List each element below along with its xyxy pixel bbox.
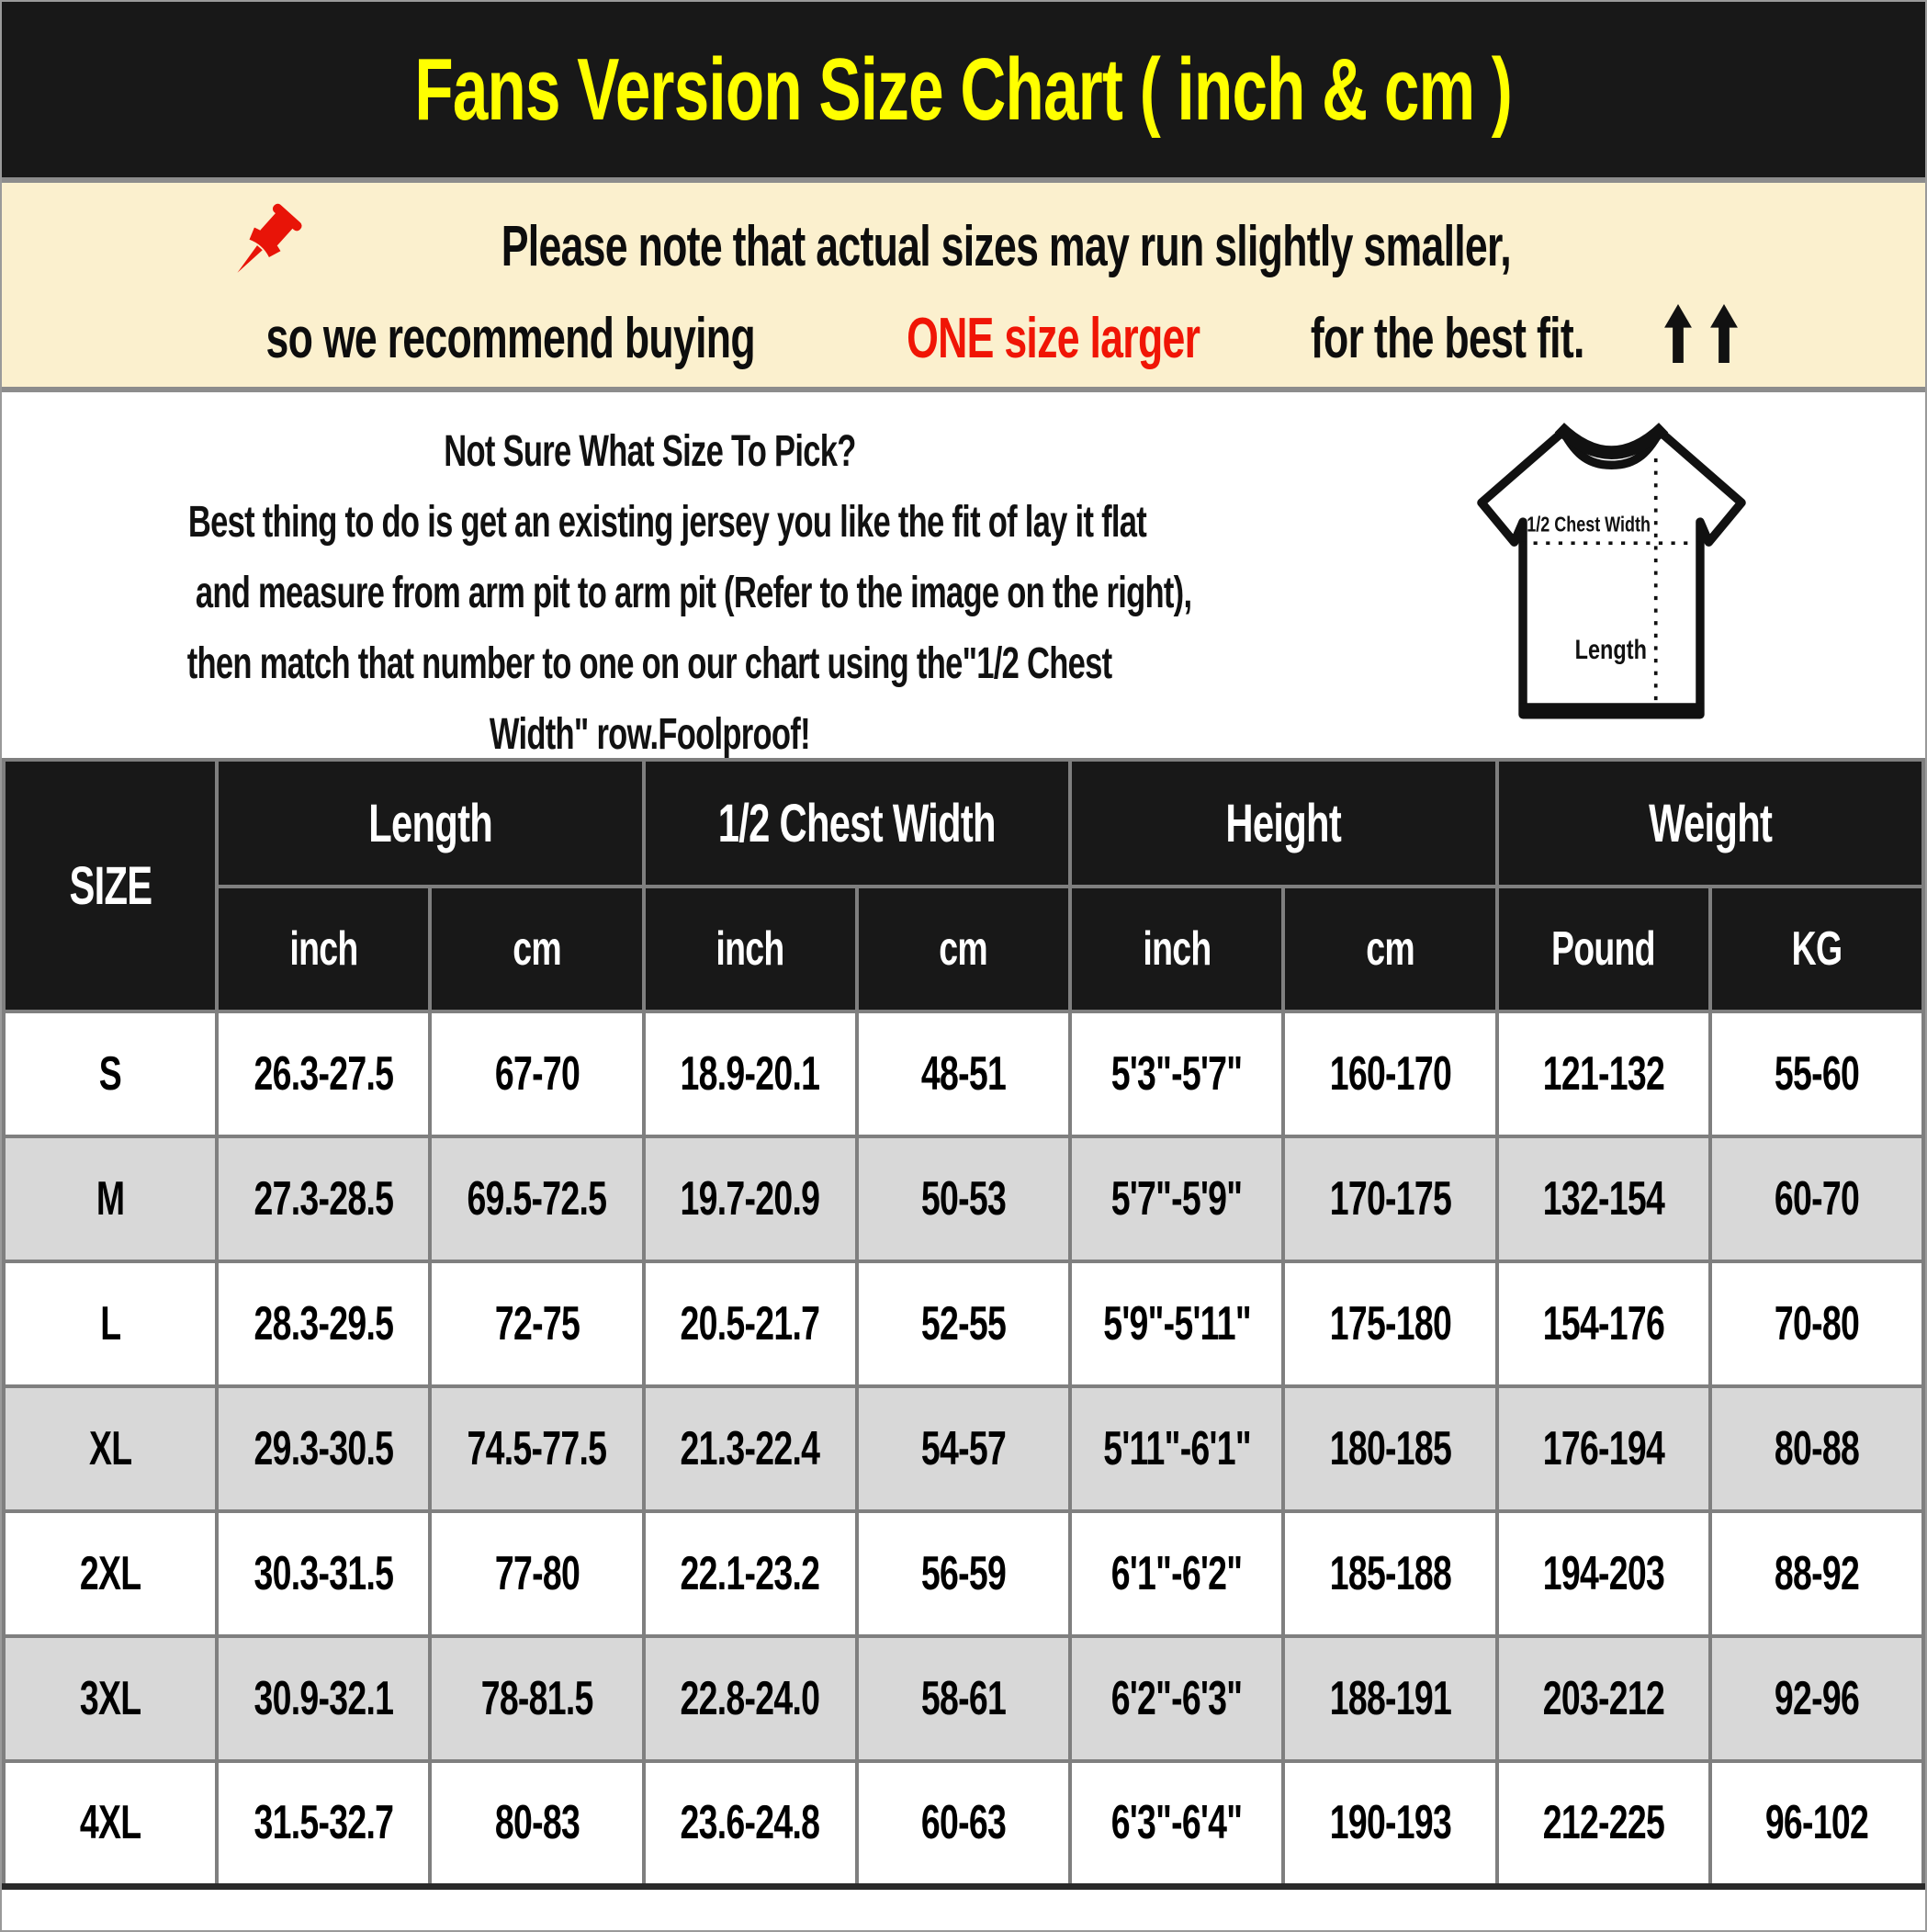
guide-line-label: Best thing to do is get an existing jersey you like the fit of lay it flat (187, 498, 1147, 547)
col-chest-cm (857, 887, 1070, 1011)
header-label: Height (1225, 793, 1342, 853)
header-label: inch (289, 922, 358, 976)
value-cell (857, 1386, 1070, 1511)
value-cell (644, 1511, 857, 1636)
header-label: cm (939, 922, 988, 976)
cell-label: M (96, 1172, 125, 1226)
value-cell (1070, 1386, 1283, 1511)
size-table (2, 758, 1925, 1890)
cell-label: 22.1-23.2 (680, 1547, 820, 1600)
value-cell (430, 1761, 643, 1886)
header-label: 1/2 Chest Width (717, 793, 996, 853)
guide-line (2, 558, 1297, 628)
value-cell (217, 1011, 430, 1136)
guide-heading-label: Not Sure What Size To Pick? (443, 427, 856, 476)
cell-label: 30.9-32.1 (254, 1672, 394, 1725)
value-cell (1283, 1011, 1496, 1136)
cell-label: 27.3-28.5 (254, 1172, 394, 1226)
value-cell (1070, 1011, 1283, 1136)
cell-label: 21.3-22.4 (680, 1422, 820, 1475)
value-cell (1497, 1636, 1710, 1761)
cell-label: 54-57 (920, 1422, 1007, 1475)
cell-label: 69.5-72.5 (467, 1172, 607, 1226)
cell-label: 30.3-31.5 (254, 1547, 394, 1600)
length-label: Length (1574, 634, 1647, 665)
header-label: Length (368, 793, 492, 853)
cell-label: 2XL (79, 1547, 141, 1600)
value-cell (644, 1261, 857, 1386)
cell-label: 22.8-24.0 (680, 1672, 820, 1725)
cell-label: 72-75 (494, 1297, 580, 1350)
value-cell (857, 1011, 1070, 1136)
title-banner (2, 2, 1925, 177)
cell-label: 56-59 (920, 1547, 1007, 1600)
value-cell (1283, 1761, 1496, 1886)
value-cell (1070, 1761, 1283, 1886)
header-label: cm (1366, 922, 1414, 976)
table-row (4, 1636, 1923, 1761)
cell-label: 28.3-29.5 (254, 1297, 394, 1350)
size-cell (4, 1386, 217, 1511)
value-cell (857, 1511, 1070, 1636)
cell-label: 70-80 (1774, 1297, 1859, 1350)
cell-label: 60-63 (920, 1796, 1007, 1850)
note-text-1: Please note that actual sizes may run slightly smaller, (501, 215, 1511, 278)
cell-label: 55-60 (1774, 1047, 1859, 1101)
table-row (4, 1511, 1923, 1636)
guide-text (2, 392, 1297, 758)
value-cell (430, 1386, 643, 1511)
cell-label: 160-170 (1329, 1047, 1451, 1101)
cell-label: 203-212 (1542, 1672, 1664, 1725)
cell-label: 154-176 (1542, 1297, 1664, 1350)
header-label: Weight (1648, 793, 1772, 853)
cell-label: 5'3"-5'7" (1110, 1047, 1243, 1101)
cell-label: 190-193 (1329, 1796, 1451, 1850)
table-subheader-row (4, 887, 1923, 1011)
cell-label: 52-55 (920, 1297, 1007, 1350)
value-cell (1710, 1636, 1923, 1761)
value-cell (1283, 1386, 1496, 1511)
guide-line-label: and measure from arm pit to arm pit (Refer to the image on the right), (195, 569, 1192, 617)
value-cell (1710, 1511, 1923, 1636)
value-cell (857, 1136, 1070, 1261)
header-label: KG (1791, 922, 1842, 976)
value-cell (1497, 1761, 1710, 1886)
value-cell (644, 1136, 857, 1261)
cell-label: 67-70 (494, 1047, 580, 1101)
cell-label: 92-96 (1774, 1672, 1859, 1725)
value-cell (430, 1011, 643, 1136)
value-cell (1710, 1136, 1923, 1261)
col-weight-kg (1710, 887, 1923, 1011)
cell-label: 96-102 (1764, 1796, 1868, 1850)
guide-heading (2, 416, 1297, 487)
chest-width-label: 1/2 Chest Width (1526, 513, 1651, 537)
cell-label: 80-88 (1774, 1422, 1859, 1475)
cell-label: 29.3-30.5 (254, 1422, 394, 1475)
value-cell (644, 1636, 857, 1761)
header-label: SIZE (69, 855, 152, 916)
up-arrow-icon (1664, 304, 1692, 363)
cell-label: L (100, 1297, 121, 1350)
cell-label: 5'7"-5'9" (1110, 1172, 1243, 1226)
value-cell (217, 1761, 430, 1886)
header-label: cm (513, 922, 561, 976)
cell-label: 212-225 (1542, 1796, 1664, 1850)
value-cell (857, 1261, 1070, 1386)
value-cell (1283, 1261, 1496, 1386)
cell-label: 18.9-20.1 (680, 1047, 820, 1101)
table-row (4, 1136, 1923, 1261)
up-arrows (1664, 300, 1756, 389)
table-row (4, 1261, 1923, 1386)
value-cell (857, 1636, 1070, 1761)
value-cell (1710, 1386, 1923, 1511)
note-text-2-suffix: for the best fit. (1310, 307, 1584, 370)
col-height-inch (1070, 887, 1283, 1011)
cell-label: 74.5-77.5 (467, 1422, 607, 1475)
col-group-height (1070, 760, 1496, 887)
cell-label: 26.3-27.5 (254, 1047, 394, 1101)
value-cell (430, 1136, 643, 1261)
size-cell (4, 1761, 217, 1886)
header-label: Pound (1551, 922, 1656, 976)
note-text-2-highlight: ONE size larger (907, 307, 1200, 370)
guide-section (2, 392, 1925, 758)
cell-label: 170-175 (1329, 1172, 1451, 1226)
value-cell (1710, 1261, 1923, 1386)
value-cell (430, 1636, 643, 1761)
note-line-1 (2, 196, 1925, 295)
cell-label: 6'1"-6'2" (1110, 1547, 1243, 1600)
table-row (4, 1761, 1923, 1886)
value-cell (217, 1261, 430, 1386)
col-height-cm (1283, 887, 1496, 1011)
value-cell (1497, 1136, 1710, 1261)
cell-label: 6'2"-6'3" (1110, 1672, 1243, 1725)
size-cell (4, 1261, 217, 1386)
cell-label: 6'3"-6'4" (1110, 1796, 1243, 1850)
cell-label: 48-51 (920, 1047, 1007, 1101)
value-cell (1070, 1636, 1283, 1761)
value-cell (1497, 1011, 1710, 1136)
value-cell (1070, 1511, 1283, 1636)
value-cell (217, 1511, 430, 1636)
cell-label: 19.7-20.9 (680, 1172, 820, 1226)
value-cell (1283, 1636, 1496, 1761)
cell-label: 175-180 (1329, 1297, 1451, 1350)
value-cell (217, 1136, 430, 1261)
cell-label: 3XL (79, 1672, 141, 1725)
cell-label: 188-191 (1329, 1672, 1451, 1725)
value-cell (1710, 1011, 1923, 1136)
value-cell (857, 1761, 1070, 1886)
value-cell (644, 1386, 857, 1511)
tshirt-diagram (1297, 392, 1925, 758)
cell-label: 31.5-32.7 (254, 1796, 394, 1850)
note-text-2-prefix: so we recommend buying (265, 307, 755, 370)
cell-label: S (98, 1047, 122, 1101)
cell-label: 194-203 (1542, 1547, 1664, 1600)
cell-label: 176-194 (1542, 1422, 1664, 1475)
note-line-2 (2, 295, 1925, 383)
table-group-header-row (4, 760, 1923, 887)
cell-label: 60-70 (1774, 1172, 1859, 1226)
value-cell (644, 1761, 857, 1886)
value-cell (430, 1511, 643, 1636)
size-cell (4, 1136, 217, 1261)
cell-label: 78-81.5 (480, 1672, 593, 1725)
col-group-weight (1497, 760, 1923, 887)
up-arrow-icon (1710, 304, 1738, 363)
guide-line-label: then match that number to one on our chart using the"1/2 Chest (186, 639, 1112, 688)
col-group-length (217, 760, 643, 887)
table-row (4, 1011, 1923, 1136)
cell-label: XL (88, 1422, 132, 1475)
header-label: inch (1143, 922, 1211, 976)
tshirt-icon (1467, 420, 1756, 738)
cell-label: 4XL (79, 1796, 141, 1850)
cell-label: 132-154 (1542, 1172, 1664, 1226)
cell-label: 23.6-24.8 (680, 1796, 820, 1850)
size-column-header (4, 760, 217, 1011)
cell-label: 180-185 (1329, 1422, 1451, 1475)
header-label: inch (716, 922, 784, 976)
value-cell (1283, 1511, 1496, 1636)
cell-label: 50-53 (920, 1172, 1007, 1226)
cell-label: 20.5-21.7 (680, 1297, 820, 1350)
value-cell (1497, 1261, 1710, 1386)
value-cell (1070, 1261, 1283, 1386)
value-cell (1283, 1136, 1496, 1261)
col-group-chest-width (644, 760, 1070, 887)
cell-label: 5'11"-6'1" (1102, 1422, 1251, 1475)
col-weight-pound (1497, 887, 1710, 1011)
cell-label: 185-188 (1329, 1547, 1451, 1600)
cell-label: 88-92 (1774, 1547, 1859, 1600)
cell-label: 5'9"-5'11" (1102, 1297, 1251, 1350)
pushpin-icon (220, 196, 309, 289)
note-banner (2, 183, 1925, 387)
value-cell (644, 1011, 857, 1136)
value-cell (1710, 1761, 1923, 1886)
cell-label: 77-80 (494, 1547, 580, 1600)
guide-line (2, 487, 1297, 558)
value-cell (1497, 1511, 1710, 1636)
col-chest-inch (644, 887, 857, 1011)
value-cell (1497, 1386, 1710, 1511)
guide-line (2, 699, 1297, 770)
size-cell (4, 1636, 217, 1761)
guide-line (2, 628, 1297, 699)
col-length-inch (217, 887, 430, 1011)
cell-label: 121-132 (1542, 1047, 1664, 1101)
value-cell (217, 1386, 430, 1511)
guide-line-label: Width" row.Foolproof! (489, 710, 810, 759)
page-title: Fans Version Size Chart ( inch & cm ) (414, 40, 1513, 139)
cell-label: 80-83 (494, 1796, 580, 1850)
size-cell (4, 1011, 217, 1136)
table-row (4, 1386, 1923, 1511)
size-cell (4, 1511, 217, 1636)
value-cell (430, 1261, 643, 1386)
cell-label: 58-61 (920, 1672, 1007, 1725)
value-cell (217, 1636, 430, 1761)
col-length-cm (430, 887, 643, 1011)
value-cell (1070, 1136, 1283, 1261)
